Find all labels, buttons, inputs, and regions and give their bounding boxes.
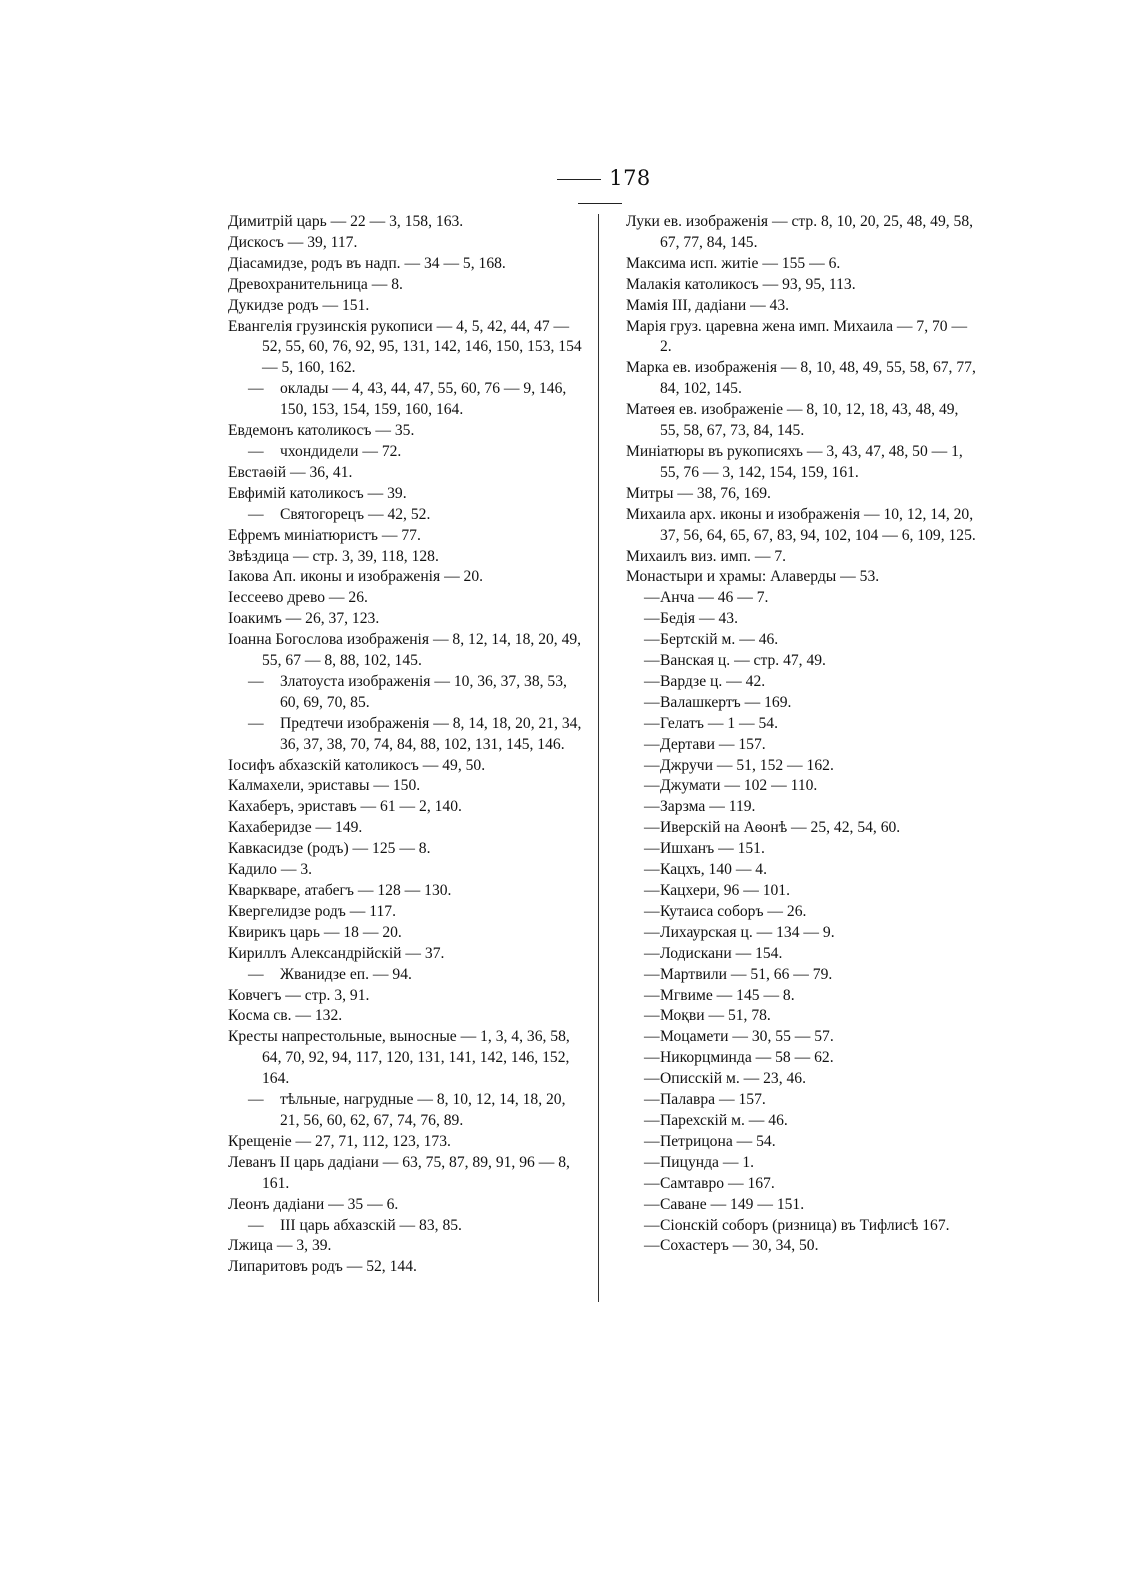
index-subentry <box>626 1174 981 1195</box>
entry-text: чхондидели — 72. <box>280 442 402 460</box>
entry-text: Малакія католикосъ — 93, 95, 113. <box>626 275 856 293</box>
index-entry <box>626 275 981 296</box>
entry-text: Квергелидзе родъ — 117. <box>228 902 396 920</box>
index-entry <box>228 588 588 609</box>
entry-text: Лихаурская ц. — 134 — 9. <box>660 923 835 941</box>
entry-text: Моқви — 51, 78. <box>660 1007 771 1025</box>
index-subentry <box>626 797 981 818</box>
subentry-dash: — <box>644 1195 660 1213</box>
entry-text: Кваркваре, атабегъ — 128 — 130. <box>228 882 452 899</box>
entry-text: Евдемонъ католикосъ — 35. <box>228 422 415 440</box>
entry-text: Бертскій м. — 46. <box>660 631 779 649</box>
entry-text: Косма св. — 132. <box>228 1007 343 1025</box>
index-entry <box>626 567 981 588</box>
subentry-dash: — <box>644 923 660 941</box>
index-entry <box>228 254 588 275</box>
subentry-dash: — <box>248 965 264 983</box>
index-subentry <box>626 776 981 797</box>
subentry-dash: — <box>644 986 660 1004</box>
subentry-dash: — <box>644 819 660 837</box>
entry-text: Іессеево древо — 26. <box>228 589 368 607</box>
subentry-dash: — <box>248 672 264 690</box>
page-number <box>520 166 680 214</box>
index-subentry <box>626 1048 981 1069</box>
entry-text: Евфимій католикосъ — 39. <box>228 484 407 502</box>
entry-text: Квирикъ царь — 18 — 20. <box>228 923 402 941</box>
index-entry <box>228 317 588 380</box>
subentry-dash: — <box>644 965 660 983</box>
index-entry <box>228 463 588 484</box>
index-subentry <box>626 609 981 630</box>
entry-text: Кацхери, 96 — 101. <box>660 882 791 899</box>
index-subentry <box>626 1027 981 1048</box>
page-number-rule-right <box>578 203 622 204</box>
entry-text: Златоуста изображенія — 10, 36, 37, 38, 53, 60, 69, 70, 85. <box>280 672 567 711</box>
entry-text: Леонъ дадіани — 35 — 6. <box>228 1195 399 1213</box>
entry-text: Евстаѳій — 36, 41. <box>228 463 353 481</box>
entry-text: Мгвиме — 145 — 8. <box>660 986 795 1004</box>
entry-text: Монастыри и храмы: Алаверды — 53. <box>626 568 880 586</box>
entry-text: Кириллъ Александрійскій — 37. <box>228 944 445 962</box>
index-entry <box>228 776 588 797</box>
index-entry <box>228 1153 588 1195</box>
subentry-dash: — <box>644 631 660 649</box>
index-subentry <box>626 1111 981 1132</box>
page-number-text: 178 <box>609 166 651 190</box>
index-entry <box>228 275 588 296</box>
entry-text: Предтечи изображенія — 8, 14, 18, 20, 21, 34, 36, 37, 38, 70, 74, 84, 88, 102, 131, 145, 146. <box>280 714 582 753</box>
index-entry <box>228 944 588 965</box>
entry-text: Жванидзе еп. — 94. <box>280 965 412 983</box>
index-entry <box>228 547 588 568</box>
index-entry <box>626 358 981 400</box>
index-subentry <box>626 965 981 986</box>
entry-text: Липаритовъ родъ — 52, 144. <box>228 1258 417 1276</box>
subentry-dash: — <box>644 589 660 607</box>
subentry-dash: — <box>644 1091 660 1109</box>
entry-text: Михаилъ виз. имп. — 7. <box>626 547 787 565</box>
entry-text: оклады — 4, 43, 44, 47, 55, 60, 76 — 9, 146, 150, 153, 154, 159, 160, 164. <box>280 380 567 419</box>
index-entry <box>228 1236 588 1257</box>
entry-text: Максима исп. житіе — 155 — 6. <box>626 254 841 272</box>
subentry-dash: — <box>644 861 660 879</box>
index-entry <box>228 567 588 588</box>
index-subentry <box>626 860 981 881</box>
entry-text: III царь абхазскій — 83, 85. <box>280 1216 462 1234</box>
index-subentry <box>626 1006 981 1027</box>
index-subentry <box>228 505 588 526</box>
entry-text: Сіонскій соборъ (ризница) въ Тифлисѣ 167. <box>660 1216 950 1234</box>
entry-text: Іакова Ап. иконы и изображенія — 20. <box>228 568 484 586</box>
entry-text: Вардзе ц. — 42. <box>660 672 766 690</box>
index-subentry <box>626 902 981 923</box>
entry-text: Ванская ц. — стр. 47, 49. <box>660 652 826 670</box>
subentry-dash: — <box>644 672 660 690</box>
index-entry <box>228 212 588 233</box>
index-entry <box>626 484 981 505</box>
entry-text: Валашкертъ — 169. <box>660 693 792 711</box>
subentry-dash: — <box>644 1237 660 1255</box>
index-entry <box>626 212 981 254</box>
subentry-dash: — <box>644 944 660 962</box>
subentry-dash: — <box>248 442 264 460</box>
entry-text: Ефремъ миніатюристъ — 77. <box>228 526 421 544</box>
entry-text: Джручи — 51, 152 — 162. <box>660 756 834 774</box>
subentry-dash: — <box>644 902 660 920</box>
index-subentry <box>626 923 981 944</box>
subentry-dash: — <box>644 735 660 753</box>
subentry-dash: — <box>644 1153 660 1171</box>
subentry-dash: — <box>644 777 660 795</box>
index-entry <box>626 442 981 484</box>
entry-text: Гелатъ — 1 — 54. <box>660 714 778 732</box>
entry-text: Іосифъ абхазскій католикосъ — 49, 50. <box>228 756 486 774</box>
entry-text: Іоакимъ — 26, 37, 123. <box>228 610 380 628</box>
entry-text: Крещеніе — 27, 71, 112, 123, 173. <box>228 1132 451 1150</box>
index-subentry <box>626 693 981 714</box>
page-number-rule-left <box>557 179 601 180</box>
index-subentry <box>626 651 981 672</box>
index-entry <box>228 1195 588 1216</box>
index-entry <box>228 839 588 860</box>
subentry-dash: — <box>644 1049 660 1067</box>
index-subentry <box>626 1216 981 1237</box>
entry-text: Кутаиса соборъ — 26. <box>660 902 807 920</box>
subentry-dash: — <box>644 610 660 628</box>
index-subentry <box>626 839 981 860</box>
index-entry <box>626 547 981 568</box>
entry-text: Митры — 38, 76, 169. <box>626 484 771 502</box>
index-subentry <box>228 442 588 463</box>
index-subentry <box>626 1132 981 1153</box>
subentry-dash: — <box>644 693 660 711</box>
index-subentry <box>228 672 588 714</box>
subentry-dash: — <box>644 652 660 670</box>
column-divider <box>598 214 599 1302</box>
entry-text: Луки ев. изображенія — стр. 8, 10, 20, 25, 48, 49, 58, 67, 77, 84, 145. <box>626 213 974 251</box>
entry-text: Древохранительница — 8. <box>228 275 403 293</box>
entry-text: Дискосъ — 39, 117. <box>228 233 358 251</box>
entry-text: Звѣздица — стр. 3, 39, 118, 128. <box>228 547 439 565</box>
index-column-right <box>626 212 981 1257</box>
index-subentry <box>626 630 981 651</box>
index-entry <box>228 1257 588 1278</box>
index-subentry <box>626 714 981 735</box>
entry-text: Михаила арх. иконы и изображенія — 10, 12, 14, 20, 37, 56, 64, 65, 67, 83, 94, 102, 104 — 6, 109, 125. <box>626 505 976 544</box>
entry-text: Марка ев. изображенія — 8, 10, 48, 49, 55, 58, 67, 77, 84, 102, 145. <box>626 359 976 398</box>
index-subentry <box>626 986 981 1007</box>
entry-text: Евангелія грузинскія рукописи — 4, 5, 42, 44, 47 — 52, 55, 60, 76, 92, 95, 131, 142, 146, 150, 153, 154 — 5, 160, 162. <box>228 317 582 377</box>
index-entry <box>228 421 588 442</box>
entry-text: Самтавро — 167. <box>660 1174 775 1192</box>
index-subentry <box>626 672 981 693</box>
entry-text: Калмахели, эриставы — 150. <box>228 777 421 795</box>
entry-text: тѣльные, нагрудные — 8, 10, 12, 14, 18, 20, 21, 56, 60, 62, 67, 74, 76, 89. <box>280 1091 566 1129</box>
index-entry <box>228 756 588 777</box>
entry-text: Саване — 149 — 151. <box>660 1195 805 1213</box>
entry-text: Святогорецъ — 42, 52. <box>280 505 431 523</box>
subentry-dash: — <box>644 1070 660 1088</box>
index-subentry <box>626 944 981 965</box>
entry-text: Петрицона — 54. <box>660 1132 776 1150</box>
index-entry <box>626 505 981 547</box>
index-entry <box>626 296 981 317</box>
index-subentry <box>626 756 981 777</box>
entry-text: Діасамидзе, родъ въ надп. — 34 — 5, 168. <box>228 254 506 272</box>
subentry-dash: — <box>644 840 660 858</box>
index-entry <box>228 526 588 547</box>
entry-text: Зарзма — 119. <box>660 798 756 816</box>
index-entry <box>228 296 588 317</box>
entry-text: Пицунда — 1. <box>660 1153 755 1171</box>
subentry-dash: — <box>644 1132 660 1150</box>
entry-text: Палавра — 157. <box>660 1091 766 1109</box>
index-entry <box>228 881 588 902</box>
subentry-dash: — <box>644 1028 660 1046</box>
subentry-dash: — <box>644 1216 660 1234</box>
index-entry <box>626 317 981 359</box>
entry-text: Кресты напрестольные, выносные — 1, 3, 4, 36, 58, 64, 70, 92, 94, 117, 120, 131, 141, 142, 146, 152, 164. <box>228 1028 570 1088</box>
subentry-dash: — <box>644 714 660 732</box>
subentry-dash: — <box>644 1007 660 1025</box>
index-entry <box>228 818 588 839</box>
entry-text: Марія груз. царевна жена имп. Михаила — 7, 70 — 2. <box>626 317 968 356</box>
index-entry <box>228 609 588 630</box>
entry-text: Мамія III, дадіани — 43. <box>626 296 790 314</box>
index-entry <box>228 797 588 818</box>
entry-text: Матѳея ев. изображеніе — 8, 10, 12, 18, 43, 48, 49, 55, 58, 67, 73, 84, 145. <box>626 401 959 440</box>
entry-text: Джумати — 102 — 110. <box>660 777 818 795</box>
index-entry <box>626 254 981 275</box>
index-entry <box>626 400 981 442</box>
subentry-dash: — <box>248 1091 264 1109</box>
entry-text: Анча — 46 — 7. <box>660 589 769 607</box>
subentry-dash: — <box>644 1174 660 1192</box>
index-subentry <box>626 1069 981 1090</box>
entry-text: Кахаберъ, эриставъ — 61 — 2, 140. <box>228 798 462 816</box>
index-subentry <box>626 1090 981 1111</box>
entry-text: Кавкасидзе (родъ) — 125 — 8. <box>228 840 431 858</box>
index-column-left <box>228 212 588 1278</box>
index-subentry <box>228 965 588 986</box>
entry-text: Парехскій м. — 46. <box>660 1111 788 1129</box>
entry-text: Кахаберидзе — 149. <box>228 819 363 837</box>
index-entry <box>228 630 588 672</box>
index-subentry <box>626 818 981 839</box>
entry-text: Лодискани — 154. <box>660 944 783 962</box>
index-subentry <box>626 1195 981 1216</box>
entry-text: Миніатюры въ рукописяхъ — 3, 43, 47, 48, 50 — 1, 55, 76 — 3, 142, 154, 159, 161. <box>626 442 963 481</box>
entry-text: Кацхъ, 140 — 4. <box>660 861 768 879</box>
index-subentry <box>626 1153 981 1174</box>
subentry-dash: — <box>644 756 660 774</box>
subentry-dash: — <box>248 714 264 732</box>
subentry-dash: — <box>644 798 660 816</box>
entry-text: Дукидзе родъ — 151. <box>228 296 370 314</box>
entry-text: Описскій м. — 23, 46. <box>660 1070 806 1088</box>
index-subentry <box>626 881 981 902</box>
index-entry <box>228 1027 588 1090</box>
entry-text: Лжица — 3, 39. <box>228 1237 332 1255</box>
entry-text: Мартвили — 51, 66 — 79. <box>660 965 833 983</box>
index-subentry <box>228 1090 588 1132</box>
entry-text: Іоанна Богослова изображенія — 8, 12, 14, 18, 20, 49, 55, 67 — 8, 88, 102, 145. <box>228 631 582 670</box>
entry-text: Димитрій царь — 22 — 3, 158, 163. <box>228 213 464 230</box>
entry-text: Ишханъ — 151. <box>660 840 765 858</box>
index-subentry <box>626 588 981 609</box>
subentry-dash: — <box>644 882 660 899</box>
index-subentry <box>626 735 981 756</box>
index-entry <box>228 484 588 505</box>
index-entry <box>228 233 588 254</box>
entry-text: Леванъ II царь дадіани — 63, 75, 87, 89, 91, 96 — 8, 161. <box>228 1153 570 1192</box>
subentry-dash: — <box>644 1111 660 1129</box>
entry-text: Дертави — 157. <box>660 735 766 753</box>
index-subentry <box>228 714 588 756</box>
index-subentry <box>626 1236 981 1257</box>
subentry-dash: — <box>248 380 264 398</box>
index-subentry <box>228 379 588 421</box>
subentry-dash: — <box>248 505 264 523</box>
index-entry <box>228 902 588 923</box>
entry-text: Бедія — 43. <box>660 610 738 628</box>
index-entry <box>228 1132 588 1153</box>
subentry-dash: — <box>248 1216 264 1234</box>
index-entry <box>228 1006 588 1027</box>
entry-text: Никорцминда — 58 — 62. <box>660 1049 834 1067</box>
entry-text: Ковчегъ — стр. 3, 91. <box>228 986 370 1004</box>
entry-text: Иверскій на Аѳонѣ — 25, 42, 54, 60. <box>660 819 901 837</box>
index-entry <box>228 923 588 944</box>
entry-text: Моцамети — 30, 55 — 57. <box>660 1028 834 1046</box>
index-entry <box>228 860 588 881</box>
index-entry <box>228 986 588 1007</box>
index-subentry <box>228 1216 588 1237</box>
entry-text: Кадило — 3. <box>228 861 313 879</box>
entry-text: Сохастеръ — 30, 34, 50. <box>660 1237 819 1255</box>
